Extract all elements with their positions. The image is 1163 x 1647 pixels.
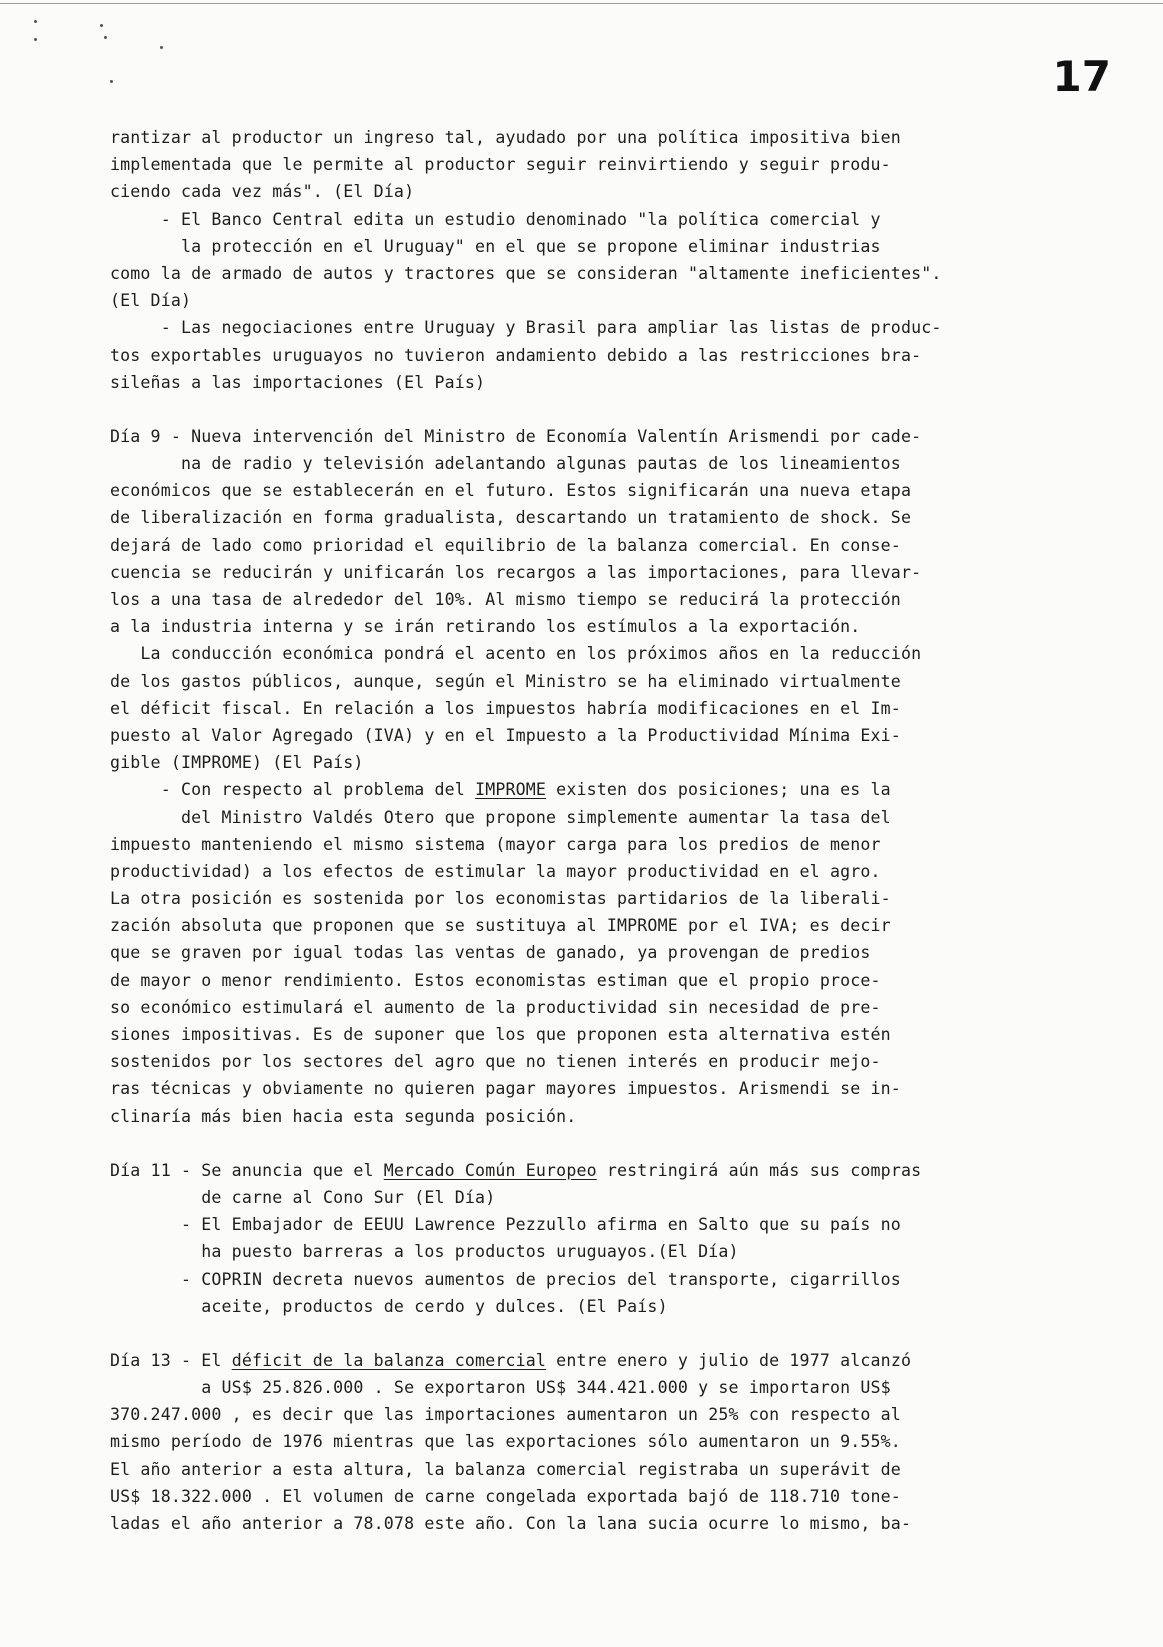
text-line: - COPRIN decreta nuevos aumentos de precios del transporte, cigarrillos — [110, 1269, 901, 1289]
text-run: - Con respecto al problema del — [110, 780, 476, 800]
text-line: productividad) a los efectos de estimular la mayor productividad en el agro. — [110, 861, 881, 881]
text-line: siones impositivas. Es de suponer que los que proponen esta alternativa estén — [110, 1025, 891, 1044]
paragraph-gap — [110, 1130, 1120, 1157]
text-line — [110, 1157, 1120, 1184]
text-line: impuesto manteniendo el mismo sistema (mayor carga para los predios de menor — [110, 834, 881, 854]
text-line: a la industria interna y se irán retirando los estímulos a la exportación. — [110, 617, 861, 637]
underlined-term: IMPROME — [475, 780, 547, 800]
paragraph-gap — [110, 1320, 1120, 1347]
text-line: del Ministro Valdés Otero que propone simplemente aumentar la tasa del — [110, 807, 891, 827]
text-run: entre enero y julio de 1977 alcanzó — [546, 1350, 912, 1370]
text-line: clinaría más bien hacia esta segunda posición. — [110, 1106, 577, 1126]
text-line: - Las negociaciones entre Uruguay y Brasil para ampliar las listas de produc- — [110, 318, 942, 338]
text-line: aceite, productos de cerdo y dulces. (El País) — [110, 1296, 668, 1316]
text-line: implementada que le permite al productor seguir reinvirtiendo y seguir produ- — [110, 155, 891, 175]
text-line: de mayor o menor rendimiento. Estos economistas estiman que el propio proce- — [110, 970, 881, 990]
scan-speck — [34, 20, 37, 23]
text-line: los a una tasa de alrededor del 10%. Al mismo tiempo se reducirá la protección — [110, 590, 901, 609]
text-line: puesto al Valor Agregado (IVA) y en el Impuesto a la Productividad Mínima Exi- — [110, 725, 901, 745]
underlined-term: déficit de la balanza comercial — [231, 1350, 547, 1370]
text-line: cuencia se reducirán y unificarán los recargos a las importaciones, para llevar- — [110, 562, 922, 582]
text-line: sileñas a las importaciones (El País) — [110, 372, 486, 392]
text-run: restringirá aún más sus compras — [596, 1160, 922, 1180]
text-run: existen dos posiciones; una es la — [546, 780, 891, 800]
text-line: tos exportables uruguayos no tuvieron andamiento debido a las restricciones bra- — [110, 345, 922, 365]
text-line: La conducción económica pondrá el acento en los próximos años en la reducción — [110, 644, 922, 664]
text-line: de carne al Cono Sur (El Día) — [110, 1187, 496, 1207]
text-line: ciendo cada vez más". (El Día) — [110, 182, 415, 202]
scan-speck — [100, 24, 103, 27]
text-run: Día 11 - Se anuncia que el — [110, 1160, 384, 1180]
text-line: de liberalización en forma gradualista, descartando un tratamiento de shock. Se — [110, 508, 912, 528]
text-line: a US$ 25.826.000 . Se exportaron US$ 344.421.000 y se importaron US$ — [110, 1378, 891, 1398]
paragraph-gap — [110, 396, 1120, 423]
top-rule — [0, 3, 1163, 4]
scan-speck — [34, 38, 37, 41]
scan-speck — [104, 36, 107, 39]
text-line: ha puesto barreras a los productos uruguayos.(El Día) — [110, 1242, 739, 1262]
text-run: Día 13 - El — [110, 1350, 232, 1370]
page-number: 17 — [1052, 52, 1111, 101]
text-line: económicos que se establecerán en el futuro. Estos significarán una nueva etapa — [110, 481, 912, 501]
text-line: (El Día) — [110, 291, 192, 311]
text-line: - El Banco Central edita un estudio denominado "la política comercial y — [110, 209, 881, 229]
text-line: sostenidos por los sectores del agro que no tienen interés en producir mejo- — [110, 1052, 881, 1072]
text-line: de los gastos públicos, aunque, según el Ministro se ha eliminado virtualmente — [110, 671, 901, 691]
text-line: el déficit fiscal. En relación a los impuestos habría modificaciones en el Im- — [110, 698, 901, 718]
text-line — [110, 1347, 1120, 1374]
text-line: La otra posición es sostenida por los economistas partidarios de la liberali- — [110, 889, 891, 909]
text-line — [110, 776, 1120, 803]
text-line: mismo período de 1976 mientras que las exportaciones sólo aumentaron un 9.55%. — [110, 1432, 901, 1452]
text-line: rantizar al productor un ingreso tal, ayudado por una política impositiva bien — [110, 128, 901, 147]
scan-speck — [160, 46, 163, 49]
text-line: - El Embajador de EEUU Lawrence Pezzullo afirma en Salto que su país no — [110, 1215, 901, 1235]
text-line: US$ 18.322.000 . El volumen de carne congelada exportada bajó de 118.710 tone- — [110, 1486, 901, 1506]
text-line: Día 9 - Nueva intervención del Ministro de Economía Valentín Arismendi por cade- — [110, 426, 922, 446]
underlined-term: Mercado Común Europeo — [383, 1160, 597, 1180]
text-line: na de radio y televisión adelantando algunas pautas de los lineamientos — [110, 454, 901, 474]
text-line: ladas el año anterior a 78.078 este año. Con la lana sucia ocurre lo mismo, ba- — [110, 1514, 912, 1533]
text-line: 370.247.000 , es decir que las importaciones aumentaron un 25% con respecto al — [110, 1405, 901, 1425]
text-line: como la de armado de autos y tractores que se consideran "altamente ineficientes". — [110, 263, 942, 283]
text-line: so económico estimulará el aumento de la productividad sin necesidad de pre- — [110, 997, 881, 1017]
document-body — [110, 124, 1120, 1537]
scan-speck — [110, 80, 113, 83]
text-line: dejará de lado como prioridad el equilibrio de la balanza comercial. En conse- — [110, 535, 901, 555]
text-line: que se graven por igual todas las ventas de ganado, ya provengan de predios — [110, 943, 871, 963]
text-line: la protección en el Uruguay" en el que se propone eliminar industrias — [110, 236, 881, 256]
text-line: El año anterior a esta altura, la balanza comercial registraba un superávit de — [110, 1459, 901, 1479]
text-line: ras técnicas y obviamente no quieren pagar mayores impuestos. Arismendi se in- — [110, 1079, 901, 1099]
text-line: zación absoluta que proponen que se sustituya al IMPROME por el IVA; es decir — [110, 916, 891, 936]
text-line: gible (IMPROME) (El País) — [110, 753, 364, 773]
